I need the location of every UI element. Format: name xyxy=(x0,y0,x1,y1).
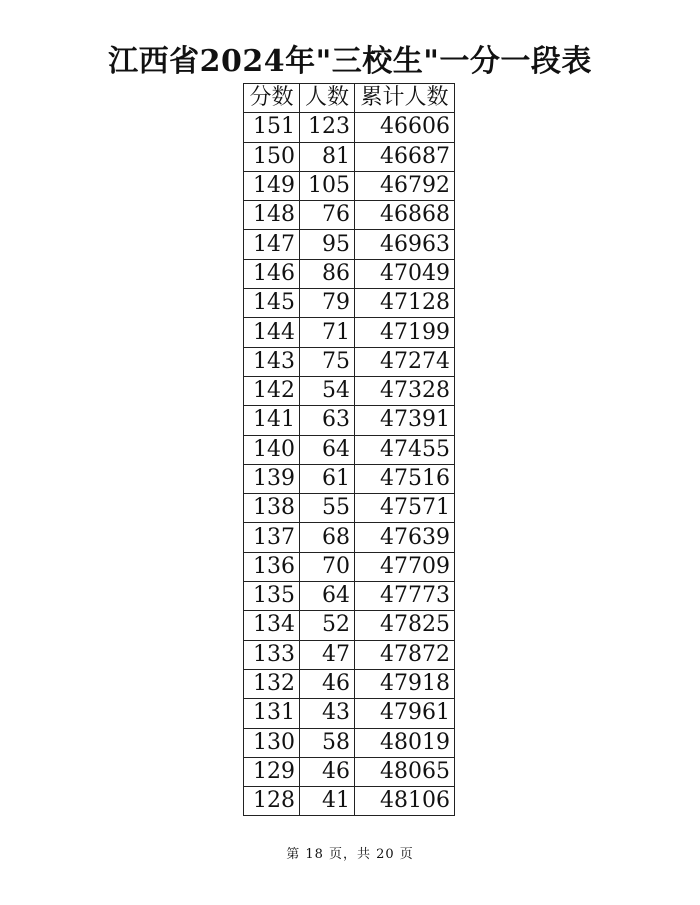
cell-cumulative: 46687 xyxy=(355,142,455,171)
cell-cumulative: 47455 xyxy=(355,435,455,464)
table-row xyxy=(244,406,455,435)
cell-count: 86 xyxy=(300,259,355,288)
cell-score: 143 xyxy=(244,347,300,376)
cell-cumulative: 47872 xyxy=(355,640,455,669)
table-header-row xyxy=(244,84,455,113)
cell-score: 147 xyxy=(244,230,300,259)
cell-score: 135 xyxy=(244,582,300,611)
cell-count: 75 xyxy=(300,347,355,376)
table-row xyxy=(244,787,455,816)
cell-cumulative: 47049 xyxy=(355,259,455,288)
cell-count: 68 xyxy=(300,523,355,552)
cell-count: 64 xyxy=(300,435,355,464)
cell-count: 55 xyxy=(300,494,355,523)
cell-count: 52 xyxy=(300,611,355,640)
table-row xyxy=(244,669,455,698)
table-row xyxy=(244,171,455,200)
cell-count: 70 xyxy=(300,552,355,581)
table-row xyxy=(244,230,455,259)
table-row xyxy=(244,142,455,171)
page-footer: 第 18 页，共 20 页 xyxy=(286,847,414,862)
cell-count: 71 xyxy=(300,318,355,347)
cell-score: 149 xyxy=(244,171,300,200)
cell-count: 63 xyxy=(300,406,355,435)
cell-score: 129 xyxy=(244,757,300,786)
cell-score: 132 xyxy=(244,669,300,698)
cell-cumulative: 47199 xyxy=(355,318,455,347)
cell-count: 61 xyxy=(300,464,355,493)
header-cumulative: 累计人数 xyxy=(355,84,455,113)
cell-count: 43 xyxy=(300,699,355,728)
cell-score: 148 xyxy=(244,201,300,230)
table-row xyxy=(244,523,455,552)
table-row xyxy=(244,435,455,464)
cell-score: 151 xyxy=(244,113,300,142)
cell-cumulative: 47773 xyxy=(355,582,455,611)
table-row xyxy=(244,289,455,318)
table-row xyxy=(244,201,455,230)
cell-cumulative: 46868 xyxy=(355,201,455,230)
table-body xyxy=(244,113,455,816)
cell-score: 139 xyxy=(244,464,300,493)
cell-score: 142 xyxy=(244,376,300,405)
cell-count: 54 xyxy=(300,376,355,405)
cell-cumulative: 47639 xyxy=(355,523,455,552)
table-row xyxy=(244,494,455,523)
cell-score: 146 xyxy=(244,259,300,288)
page-title: 江西省2024年"三校生"一分一段表 xyxy=(108,44,592,79)
cell-cumulative: 48019 xyxy=(355,728,455,757)
cell-cumulative: 47918 xyxy=(355,669,455,698)
cell-cumulative: 46606 xyxy=(355,113,455,142)
cell-score: 134 xyxy=(244,611,300,640)
cell-score: 130 xyxy=(244,728,300,757)
cell-count: 41 xyxy=(300,787,355,816)
cell-count: 58 xyxy=(300,728,355,757)
cell-cumulative: 47128 xyxy=(355,289,455,318)
cell-count: 46 xyxy=(300,669,355,698)
cell-cumulative: 47571 xyxy=(355,494,455,523)
cell-score: 128 xyxy=(244,787,300,816)
cell-score: 133 xyxy=(244,640,300,669)
cell-cumulative: 47961 xyxy=(355,699,455,728)
cell-cumulative: 46792 xyxy=(355,171,455,200)
table-row xyxy=(244,259,455,288)
cell-score: 136 xyxy=(244,552,300,581)
table-row xyxy=(244,376,455,405)
cell-cumulative: 47274 xyxy=(355,347,455,376)
cell-count: 123 xyxy=(300,113,355,142)
cell-count: 105 xyxy=(300,171,355,200)
table-row xyxy=(244,464,455,493)
cell-count: 46 xyxy=(300,757,355,786)
table-row xyxy=(244,611,455,640)
cell-score: 150 xyxy=(244,142,300,171)
cell-score: 141 xyxy=(244,406,300,435)
table-row xyxy=(244,552,455,581)
table-row xyxy=(244,318,455,347)
table-row xyxy=(244,728,455,757)
cell-cumulative: 47516 xyxy=(355,464,455,493)
cell-score: 138 xyxy=(244,494,300,523)
cell-cumulative: 48065 xyxy=(355,757,455,786)
table-row xyxy=(244,757,455,786)
cell-cumulative: 48106 xyxy=(355,787,455,816)
cell-count: 64 xyxy=(300,582,355,611)
cell-count: 81 xyxy=(300,142,355,171)
table-row xyxy=(244,640,455,669)
score-table xyxy=(243,83,455,816)
cell-cumulative: 47825 xyxy=(355,611,455,640)
cell-cumulative: 47709 xyxy=(355,552,455,581)
cell-score: 140 xyxy=(244,435,300,464)
cell-score: 145 xyxy=(244,289,300,318)
table-row xyxy=(244,582,455,611)
table-row xyxy=(244,347,455,376)
cell-count: 95 xyxy=(300,230,355,259)
cell-count: 76 xyxy=(300,201,355,230)
header-score: 分数 xyxy=(244,84,300,113)
cell-cumulative: 47391 xyxy=(355,406,455,435)
cell-score: 131 xyxy=(244,699,300,728)
header-count: 人数 xyxy=(300,84,355,113)
cell-score: 144 xyxy=(244,318,300,347)
cell-cumulative: 47328 xyxy=(355,376,455,405)
cell-count: 79 xyxy=(300,289,355,318)
table-row xyxy=(244,113,455,142)
cell-cumulative: 46963 xyxy=(355,230,455,259)
table-row xyxy=(244,699,455,728)
cell-count: 47 xyxy=(300,640,355,669)
cell-score: 137 xyxy=(244,523,300,552)
